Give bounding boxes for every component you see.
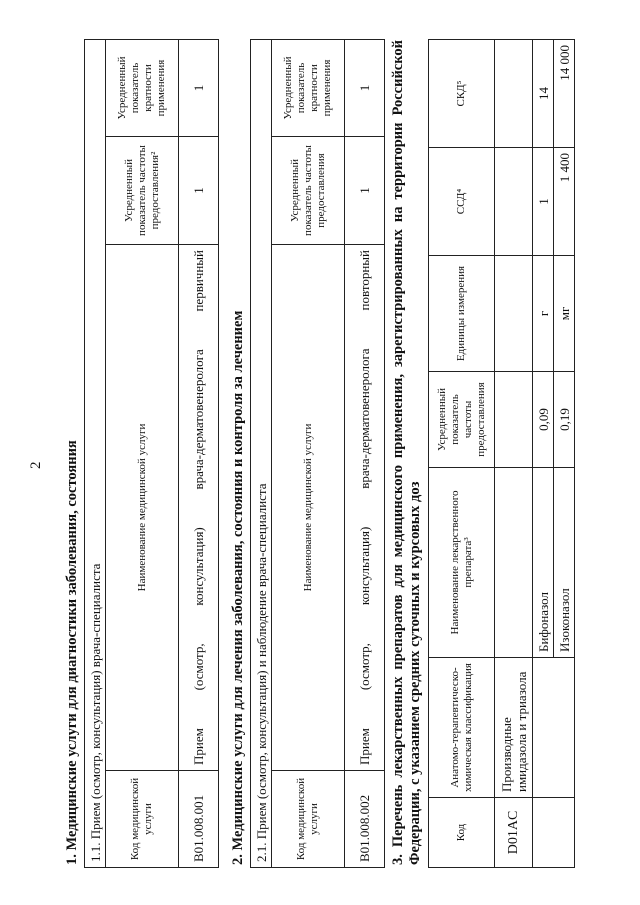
s3-row-unit: мг (554, 256, 575, 372)
s3-header-freq: Усредненный показатель частоты предоставления (429, 372, 495, 468)
s2-header-name: Наименование медицинской услуги (272, 245, 345, 771)
s3-row-skd: 14 (533, 40, 554, 148)
s1-row-name: Прием (осмотр, консультация) врача-дерматовенеролога первичный (179, 245, 219, 771)
section1-subheading: 1.1. Прием (осмотр, консультация) врача-специалиста (85, 39, 106, 867)
s2-row-name: Прием (осмотр, консультация) врача-дерматовенеролога повторный (345, 245, 385, 771)
section1-table (84, 39, 219, 868)
s3-header-skd: СКД⁵ (429, 40, 495, 148)
s3-row-drug: Изоконазол (554, 468, 575, 658)
section3-table (428, 39, 575, 868)
s3-row-freq: 0,09 (533, 372, 554, 468)
s3-header-code: Код (429, 798, 495, 868)
section1-heading: 1. Медицинские услуги для диагностики заболевания, состояния (64, 440, 80, 865)
s2-header-freq: Усредненный показатель частоты предоставления (272, 137, 345, 245)
s3-header-atc: Анатомо-терапевтическо-химическая классификация (429, 658, 495, 798)
s1-row-mult: 1 (179, 39, 219, 136)
s1-header-name: Наименование медицинской услуги (106, 245, 179, 771)
s3-header-ssd: ССД⁴ (429, 148, 495, 256)
s3-header-drug: Наименование лекарственного препарата³ (429, 468, 495, 658)
s3-header-unit: Единицы измерения (429, 256, 495, 372)
table-row (495, 40, 533, 868)
table-row (345, 39, 385, 867)
s2-row-code: B01.008.002 (345, 771, 385, 868)
s3-row-freq: 0,19 (554, 372, 575, 468)
section2-table (250, 39, 385, 868)
table-row (554, 40, 575, 868)
s2-row-mult: 1 (345, 39, 385, 136)
table-row (533, 40, 554, 868)
s1-header-freq: Усредненный показатель частоты предоставления² (106, 137, 179, 245)
s1-header-mult: Усредненный показатель кратности применения (106, 39, 179, 136)
s3-row-ssd: 1 400 (554, 148, 575, 256)
s1-row-freq: 1 (179, 137, 219, 245)
s2-header-code: Код медицинской услуги (272, 771, 345, 868)
section2-subheading: 2.1. Прием (осмотр, консультация) и наблюдение врача-специалиста (251, 39, 272, 867)
section2-heading: 2. Медицинские услуги для лечения заболевания, состояния и контроля за лечением (230, 310, 246, 865)
s3-row-ssd: 1 (533, 148, 554, 256)
table-row (179, 39, 219, 867)
page-number: 2 (28, 461, 44, 469)
s3-row-drug: Бифоназол (533, 468, 554, 658)
s3-row-skd: 14 000 (554, 40, 575, 148)
s2-header-mult: Усредненный показатель кратности применения (272, 39, 345, 136)
section3-heading: 3. Перечень лекарственных препаратов для медицинского применения, зарегистрированных на территории Российской Федерации, с указанием средних суточных и курсовых доз (390, 40, 423, 865)
s2-row-freq: 1 (345, 137, 385, 245)
s3-row-unit: г (533, 256, 554, 372)
s1-row-code: B01.008.001 (179, 771, 219, 868)
s3-group-code: D01AC (495, 798, 533, 868)
s3-group-atc: Производные имидазола и триазола (495, 658, 533, 798)
s1-header-code: Код медицинской услуги (106, 771, 179, 868)
